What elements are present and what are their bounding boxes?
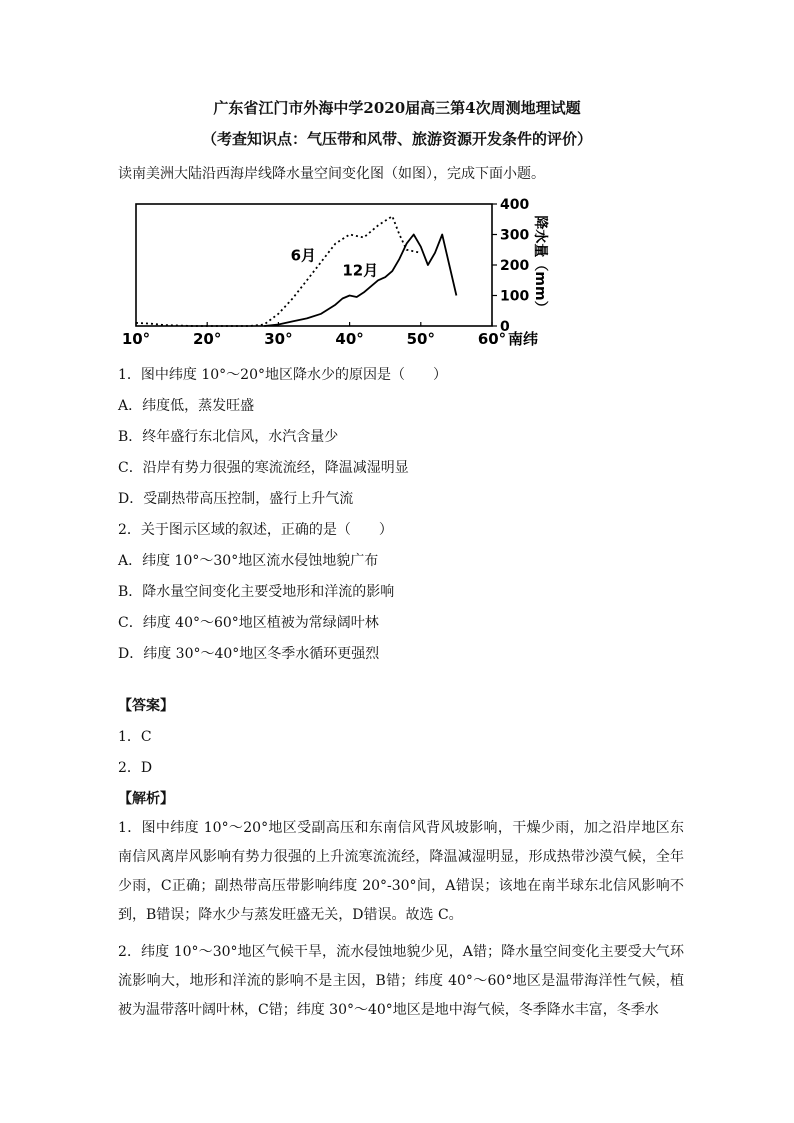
y-tick-label: 200 [500,258,530,274]
analysis-heading: 【解析】 [118,791,174,807]
y-axis-label: 降水量（mm） [532,215,548,315]
y-tick-label: 0 [500,319,510,335]
intro-text: 读南美洲大陆沿西海岸线降水量空间变化图（如图），完成下面小题。 [118,166,545,182]
x-tick-label: 50° [406,330,435,348]
x-tick-label: 30° [264,330,293,348]
question-2-stem: 2．关于图示区域的叙述，正确的是（ ） [118,522,393,538]
y-tick-label: 400 [500,197,530,213]
page-title: 广东省江门市外海中学2020届高三第4次周测地理试题 [213,99,581,117]
x-axis-label: 南纬 [508,330,539,348]
x-tick-label: 20° [193,330,222,348]
question-1-option-d: D．受副热带高压控制，盛行上升气流 [118,491,354,507]
answer-1: 1．C [118,729,152,745]
plot-frame [136,204,492,326]
y-tick-label: 300 [500,227,530,244]
y-tick-label: 100 [500,288,530,305]
answer-2: 2．D [118,760,153,776]
question-2-option-b: B．降水量空间变化主要受地形和洋流的影响 [118,584,395,600]
question-2-option-a: A．纬度 10°～30°地区流水侵蚀地貌广布 [118,553,379,569]
question-1-option-b: B．终年盛行东北信风，水汽含量少 [118,429,339,445]
series-label-december: 12月 [342,261,379,280]
page-subtitle: （考查知识点：气压带和风带、旅游资源开发条件的评价） [201,130,592,148]
precipitation-chart [0,192,794,352]
x-tick-label: 10° [121,330,151,348]
question-2-option-c: C．纬度 40°～60°地区植被为常绿阔叶林 [118,615,379,631]
analysis-2: 2．纬度 10°～30°地区气候干旱，流水侵蚀地貌少见，A错；降水量空间变化主要受大气环流影响大，地形和洋流的影响不是主因，B错；纬度 40°～60°地区是温带海洋性气候，植被为温带落叶阔叶林，C错；纬度 30°～40°地区是地中海气候，冬季降水丰富，冬季水 [118,944,684,1018]
x-tick-label: 40° [335,330,364,348]
question-1-option-c: C．沿岸有势力很强的寒流流经，降温减湿明显 [118,460,409,476]
question-1-option-a: A．纬度低，蒸发旺盛 [118,398,255,414]
question-1-stem: 1．图中纬度 10°～20°地区降水少的原因是（ ） [118,367,447,383]
answer-heading: 【答案】 [118,698,174,714]
question-2-option-d: D．纬度 30°～40°地区冬季水循环更强烈 [118,646,380,662]
series-label-june: 6月 [290,246,317,265]
x-tick-label: 60° [477,330,507,348]
analysis-1: 1．图中纬度 10°～20°地区受副高压和东南信风背风坡影响，干燥少雨，加之沿岸地区东南信风离岸风影响有势力很强的上升流寒流流经，降温减湿明显，形成热带沙漠气候，全年少雨，C正确；副热带高压带影响纬度 20°-30°间，A错误；该地在南半球东北信风影响不到，B错误；降水少与蒸发旺盛无关，D错误。故选 C。 [118,820,684,923]
